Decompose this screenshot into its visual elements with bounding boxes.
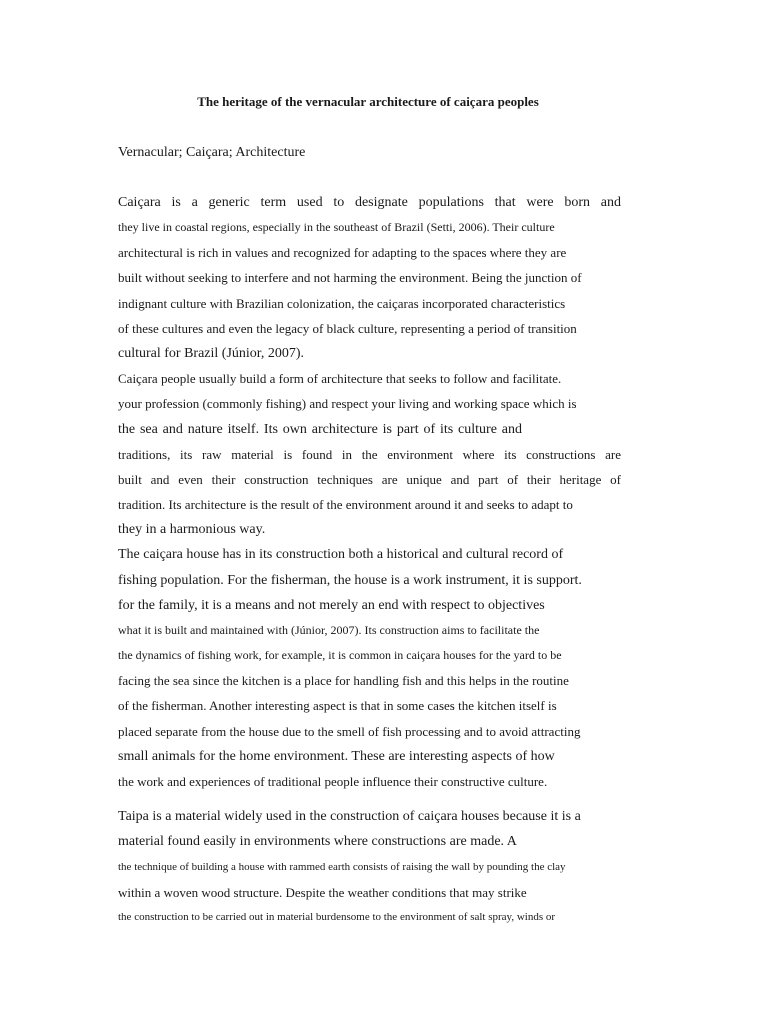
body-line: cultural for Brazil (Júnior, 2007).	[118, 346, 305, 361]
body-line: they live in coastal regions, especially in the southeast of Brazil (Setti, 2006). Their culture	[118, 220, 555, 234]
body-line: Taipa is a material widely used in the construction of caiçara houses because it is a	[118, 809, 581, 824]
body-line: The caiçara house has in its construction both a historical and cultural record of	[118, 547, 564, 562]
body-line: facing the sea since the kitchen is a place for handling fish and this helps in the routine	[118, 673, 569, 688]
body-line: placed separate from the house due to the smell of fish processing and to avoid attracting	[118, 724, 581, 739]
body-line: your profession (commonly fishing) and respect your living and working space which is	[118, 396, 577, 411]
body-line: the technique of building a house with rammed earth consists of raising the wall by pounding the clay	[118, 861, 566, 873]
body-line: indignant culture with Brazilian colonization, the caiçaras incorporated characteristics	[118, 296, 566, 311]
body-line: they in a harmonious way.	[118, 522, 266, 537]
body-line: architectural is rich in values and recognized for adapting to the spaces where they are	[118, 245, 567, 260]
body-line: within a woven wood structure. Despite the weather conditions that may strike	[118, 885, 527, 900]
body-line: Caiçara is a generic term used to designate populations that were born and	[118, 195, 621, 210]
body-line: the sea and nature itself. Its own architecture is part of its culture and	[118, 422, 522, 437]
body-line: traditions, its raw material is found in the environment where its constructions are	[118, 447, 621, 462]
body-line: tradition. Its architecture is the result of the environment around it and seeks to adapt to	[118, 497, 573, 512]
body-line: of the fisherman. Another interesting aspect is that in some cases the kitchen itself is	[118, 698, 557, 713]
body-line: the dynamics of fishing work, for example, it is common in caiçara houses for the yard to be	[118, 648, 562, 662]
body-line: what it is built and maintained with (Júnior, 2007). Its construction aims to facilitate the	[118, 623, 540, 637]
body-line: the work and experiences of traditional people influence their constructive culture.	[118, 774, 548, 789]
body-line: material found easily in environments where constructions are made. A	[118, 834, 517, 849]
body-line: fishing population. For the fisherman, the house is a work instrument, it is support.	[118, 573, 582, 588]
body-line: of these cultures and even the legacy of black culture, representing a period of transition	[118, 321, 577, 336]
body-line: built and even their construction techniques are unique and part of their heritage of	[118, 472, 621, 487]
body-line: built without seeking to interfere and not harming the environment. Being the junction of	[118, 270, 582, 285]
keywords-line: Vernacular; Caiçara; Architecture	[118, 145, 306, 160]
document-title: The heritage of the vernacular architecture of caiçara peoples	[197, 94, 539, 109]
body-line: for the family, it is a means and not merely an end with respect to objectives	[118, 598, 545, 613]
body-line: Caiçara people usually build a form of architecture that seeks to follow and facilitate.	[118, 371, 562, 386]
body-line: small animals for the home environment. These are interesting aspects of how	[118, 749, 555, 764]
body-line: the construction to be carried out in material burdensome to the environment of salt spray, winds or	[118, 911, 556, 923]
